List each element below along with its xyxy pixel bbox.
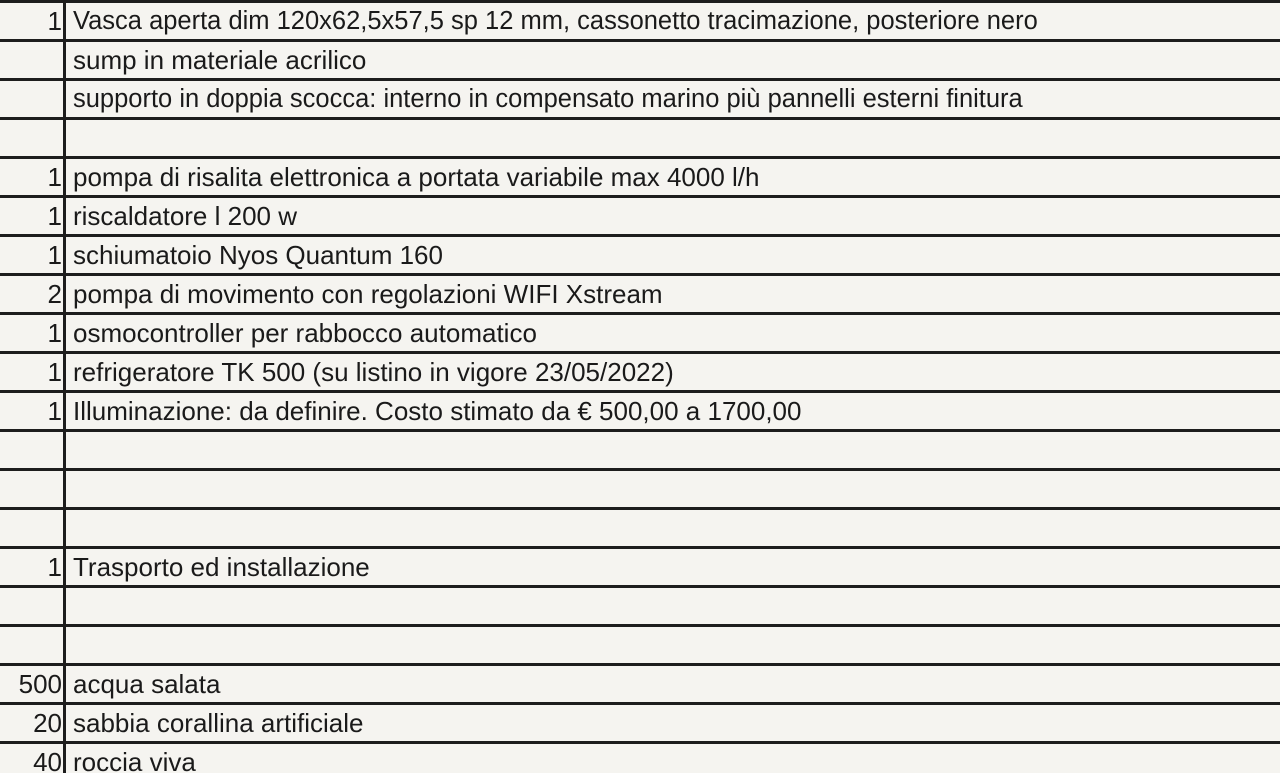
quantity-cell: 1 (0, 549, 66, 585)
description-cell: refrigeratore TK 500 (su listino in vigore 23/05/2022) (73, 357, 674, 387)
description-cell (66, 588, 1280, 624)
table-row (0, 198, 1280, 237)
table-row (0, 705, 1280, 744)
quantity-cell (0, 588, 66, 624)
description-cell: sump in materiale acrilico (73, 45, 367, 75)
description-cell: pompa di movimento con regolazioni WIFI Xstream (73, 279, 663, 309)
table-row (0, 276, 1280, 315)
description-cell (66, 120, 1280, 156)
table-row (0, 3, 1280, 42)
quantity-cell: 2 (0, 276, 66, 312)
quantity-cell: 1 (0, 198, 66, 234)
description-cell (66, 510, 1280, 546)
table-row (0, 588, 1280, 627)
description-cell: sabbia corallina artificiale (73, 708, 364, 738)
table-row (0, 120, 1280, 159)
description-cell: Illuminazione: da definire. Costo stimato da € 500,00 a 1700,00 (73, 396, 802, 426)
quantity-cell: 1 (0, 159, 66, 195)
table-row (0, 354, 1280, 393)
description-cell (66, 432, 1280, 468)
table-row (0, 81, 1280, 120)
quantity-cell: 1 (0, 354, 66, 390)
table-row (0, 627, 1280, 666)
table-row (0, 744, 1280, 773)
table-row (0, 159, 1280, 198)
table-row (0, 549, 1280, 588)
quantity-cell: 500 (0, 666, 66, 702)
table-row (0, 510, 1280, 549)
description-cell: Vasca aperta dim 120x62,5x57,5 sp 12 mm, cassonetto tracimazione, posteriore nero (73, 7, 1038, 35)
quantity-cell (0, 120, 66, 156)
quantity-cell (0, 471, 66, 507)
table-row (0, 666, 1280, 705)
quantity-cell (0, 81, 66, 117)
description-cell: supporto in doppia scocca: interno in compensato marino più pannelli esterni finitura (73, 85, 1023, 113)
table-row (0, 42, 1280, 81)
description-cell: Trasporto ed installazione (73, 552, 370, 582)
description-cell: osmocontroller per rabbocco automatico (73, 318, 537, 348)
description-cell: roccia viva (73, 747, 196, 773)
table-row (0, 393, 1280, 432)
quantity-cell (0, 627, 66, 663)
quantity-cell: 1 (0, 393, 66, 429)
description-cell (66, 627, 1280, 663)
description-cell: schiumatoio Nyos Quantum 160 (73, 240, 443, 270)
table-row (0, 237, 1280, 276)
quantity-cell: 40 (0, 744, 66, 773)
table-row (0, 315, 1280, 354)
quantity-cell (0, 510, 66, 546)
quantity-cell: 1 (0, 315, 66, 351)
quantity-cell: 1 (0, 3, 66, 39)
description-cell: acqua salata (73, 669, 221, 699)
description-cell (66, 471, 1280, 507)
quantity-cell (0, 42, 66, 78)
quantity-cell (0, 432, 66, 468)
quantity-cell: 1 (0, 237, 66, 273)
table-row (0, 471, 1280, 510)
quantity-cell: 20 (0, 705, 66, 741)
description-cell: riscaldatore l 200 w (73, 201, 297, 231)
description-cell: pompa di risalita elettronica a portata variabile max 4000 l/h (73, 162, 760, 192)
table-row (0, 432, 1280, 471)
